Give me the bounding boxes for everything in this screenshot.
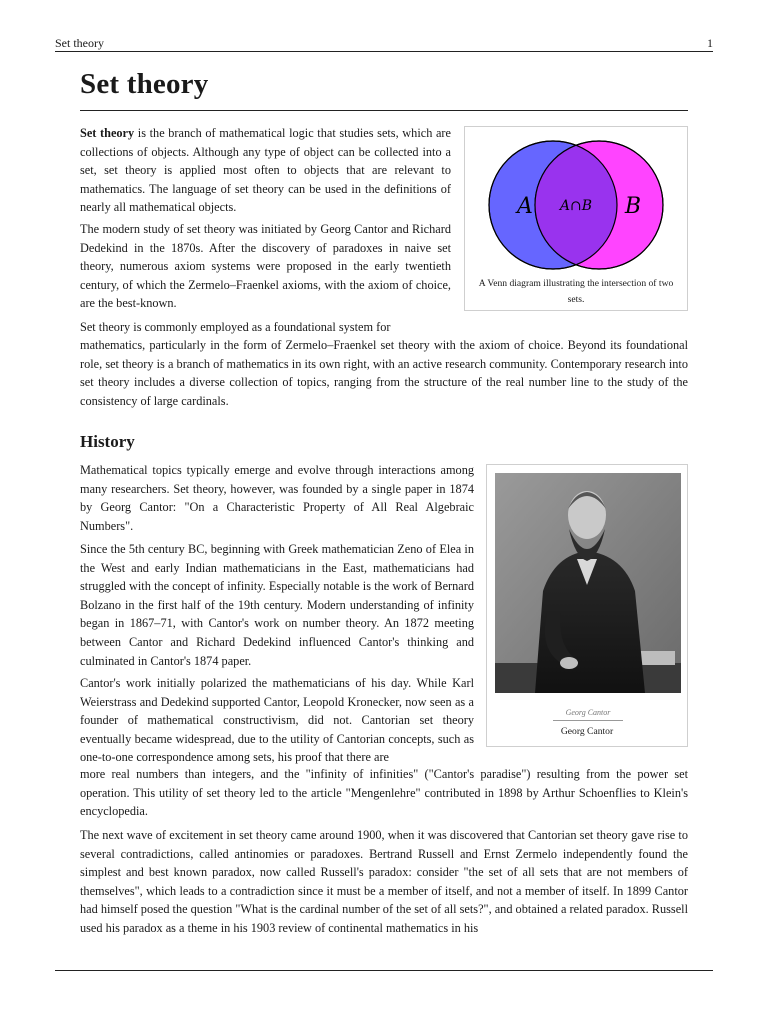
cantor-portrait xyxy=(495,473,681,693)
page-title: Set theory xyxy=(80,68,209,100)
intro-paragraph-3: mathematics, particularly in the form of Zermelo–Fraenkel set theory with the axiom of choice. Beyond its foundational role, set theory is a branch of mathematics in its own right, with an active research community. Contemporary research into set theory includes a diverse collection of topics, ranging from the structure of the real number line to the study of the consistency of large cardinals. xyxy=(80,338,688,408)
schoenflies-link[interactable]: Arthur Schoenflies xyxy=(542,785,637,800)
running-title: Set theory xyxy=(55,36,104,50)
set-b-label: B xyxy=(624,194,642,219)
venn-diagram xyxy=(465,127,687,272)
intro-paragraph-3-first-line: Set theory is commonly employed as a foundational system for xyxy=(80,320,391,334)
intro-paragraph-2: The modern study of set theory was initiated by Georg Cantor and Richard Dedekind in the 1870s. After the discovery of paradoxes in naive set theory, numerous axiom systems were proposed in the early twentieth century, of which the Zermelo–Fraenkel axioms, with the axiom of choice, are the best-known. xyxy=(80,222,451,311)
history-paragraph-2: Since the 5th century BC, beginning with Greek mathematician Zeno of Elea in the West and early Indian mathematicians in the East, mathematicians had struggled with the concept of infinity. Especially notable is the work of Bernard Bolzano in the first half of the 19th century. Modern understanding of infinity began in 1867–71, with Cantor's work on number theory. An 1872 meeting between Cantor and Richard Dedekind influenced Cantor's thinking and culminated in Cantor's 1874 paper. xyxy=(80,542,474,668)
venn-figure xyxy=(464,126,688,311)
venn-caption: A Venn diagram illustrating the intersection of two sets. xyxy=(478,278,674,305)
cantor-signature: Georg Cantor xyxy=(553,706,623,721)
running-header xyxy=(55,33,713,52)
portrait-caption: Georg Cantor xyxy=(560,726,614,737)
history-paragraph-4: The next wave of excitement in set theory came around 1900, when it was discovered that Cantorian set theory gave rise to several contradictions, called antinomies or paradoxes. Bertrand Russell and Ernst Zermelo independently found the simplest and best known paradox, now called Russell's paradox: consider "the set of all sets that are not members of themselves", which leads to a contradiction since it must be a member of itself, and not a member of itself. In 1899 Cantor had himself posed the question "What is the cardinal number of the set of all sets?", and obtained a related paradox. Russell used his paradox as a theme in his 1903 review of continental mathematics in his xyxy=(80,828,688,935)
intro-paragraph-1: Set theory is the branch of mathematical logic that studies sets, which are collections of objects. Although any type of object can be collected into a set, set theory is applied most often to objects that are relevant to mathematics. The language of set theory can be used in the definitions of nearly all mathematical objects. xyxy=(80,126,451,215)
history-heading: History xyxy=(80,432,135,451)
title-divider xyxy=(80,110,688,111)
history-paragraph-3-wrapped: Cantor's work initially polarized the mathematicians of his day. While Karl Weierstrass and Dedekind supported Cantor, Leopold Kronecker, now seen as a founder of mathematical constructivism, did not. Cantorian set theory eventually became widespread, due to the utility of Cantorian concepts, such as one-to-one correspondence among sets, his proof that there are xyxy=(80,676,474,765)
history-paragraph-3: more real numbers than integers, and the "infinity of infinities" ("Cantor's paradise") resulting from the power set operation. This utility of set theory led to the article "Mengenlehre" contributed in 1898 by Arthur Schoenflies to Klein's encyclopedia. xyxy=(80,767,688,819)
page-number: 1 xyxy=(707,36,713,50)
history-paragraph-1: Mathematical topics typically emerge and evolve through interactions among many researchers. Set theory, however, was founded by a single paper in 1874 by Georg Cantor: "On a Characteristic Property of All Real Algebraic Numbers". xyxy=(80,463,474,533)
intro-lead-term: Set theory xyxy=(80,126,135,140)
portrait-figure xyxy=(486,464,688,747)
set-a-label: A xyxy=(517,194,533,219)
intersection-label: A∩B xyxy=(559,198,593,214)
footer-divider xyxy=(55,970,713,971)
